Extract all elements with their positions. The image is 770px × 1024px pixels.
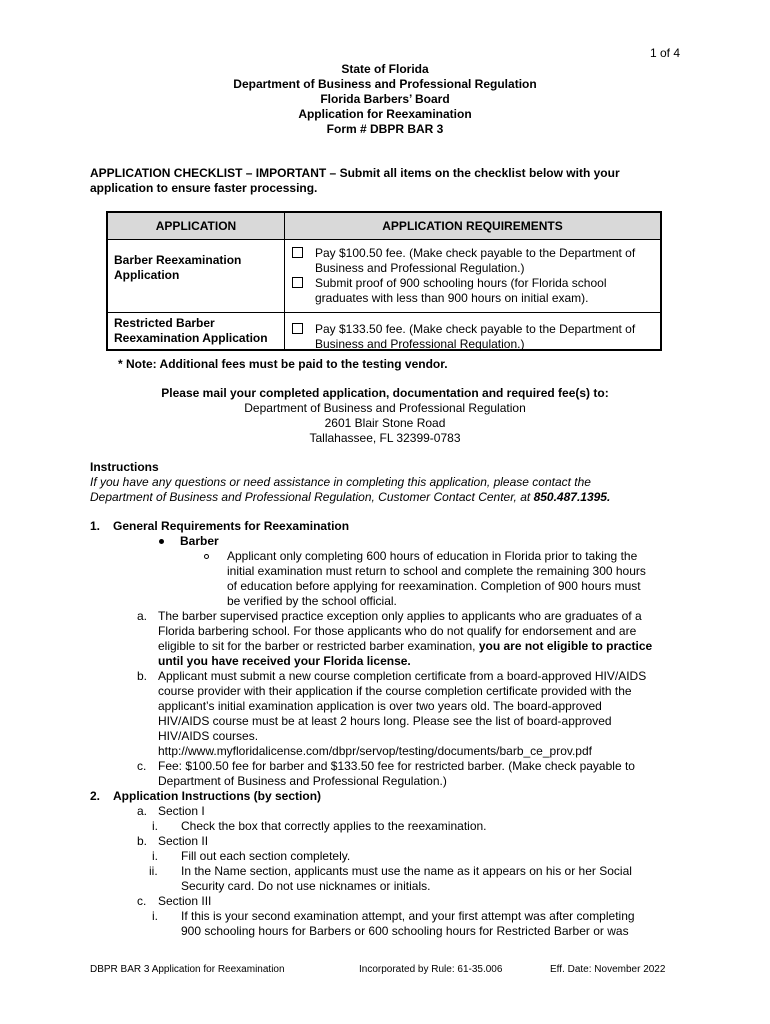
footer-form-name: DBPR BAR 3 Application for Reexamination — [90, 964, 285, 975]
list-label: b. — [137, 669, 148, 683]
table-divider — [108, 312, 660, 313]
list-item-text: Applicant only completing 600 hours of education in Florida prior to taking the — [227, 549, 638, 563]
checkbox-icon[interactable] — [292, 323, 303, 334]
list-label: i. — [152, 909, 158, 923]
list-item — [90, 549, 690, 609]
requirement-text: Pay $100.50 fee. (Make check payable to the Department of — [315, 246, 636, 260]
checklist-title-line: APPLICATION CHECKLIST – IMPORTANT – Submit all items on the checklist below with your — [90, 166, 620, 180]
table-divider — [284, 213, 285, 349]
circle-bullet-icon — [204, 554, 209, 559]
requirement-text: Business and Professional Regulation.) — [315, 337, 525, 351]
requirement-text: graduates with less than 900 hours on initial exam). — [315, 291, 589, 305]
table-cell-requirements — [292, 322, 635, 352]
list-item-text: Department of Business and Professional Regulation.) — [158, 774, 447, 788]
header-department: Department of Business and Professional Regulation — [233, 77, 537, 91]
list-item — [90, 804, 690, 819]
requirement-text: Pay $133.50 fee. (Make check payable to the Department of — [315, 322, 636, 336]
checkbox-icon[interactable] — [292, 277, 303, 288]
emphasis-text: until you have received your Florida license. — [158, 654, 411, 668]
list-item — [90, 864, 690, 894]
section-number: 2. — [90, 789, 101, 803]
list-label: c. — [137, 759, 147, 773]
list-item-text: If this is your second examination attempt, and your first attempt was after completing — [181, 909, 635, 923]
section-heading — [90, 519, 690, 534]
document-body — [90, 519, 690, 939]
address-line: Tallahassee, FL 32399-0783 — [309, 431, 461, 445]
checklist-title-line: application to ensure faster processing. — [90, 181, 318, 195]
fee-note: * Note: Additional fees must be paid to the testing vendor. — [118, 357, 448, 371]
list-label: a. — [137, 609, 148, 623]
header-state: State of Florida — [341, 62, 429, 76]
list-item — [90, 609, 690, 669]
list-item-text: be verified by the school official. — [227, 594, 397, 608]
list-label: i. — [152, 819, 158, 833]
emphasis-text: you are not eligible to practice — [478, 639, 653, 653]
document-header — [85, 62, 685, 137]
table-cell-requirements — [292, 246, 635, 306]
header-board: Florida Barbers’ Board — [320, 92, 450, 106]
list-item — [90, 834, 690, 849]
table-cell-application — [114, 253, 241, 283]
list-item — [90, 849, 690, 864]
list-item-text: eligible to sit for the barber or restricted barber examination, — [158, 639, 479, 653]
list-item — [90, 534, 690, 549]
list-item-text: 900 schooling hours for Barbers or 600 schooling hours for Restricted Barber or was — [181, 924, 629, 938]
list-item-text: applicant’s initial examination application is over two years old. The board-approved — [158, 699, 602, 713]
list-item-text: Applicant must submit a new course completion certificate from a board-approved HIV/AIDS — [158, 669, 647, 683]
list-item-text: Fill out each section completely. — [181, 849, 351, 863]
list-item-text: HIV/AIDS course must be at least 2 hours long. Please see the list of board-approved — [158, 714, 612, 728]
list-item-text: course provider with their application if the course completion certificate provided with the — [158, 684, 632, 698]
list-item-text: Section III — [158, 894, 212, 908]
checkbox-icon[interactable] — [292, 247, 303, 258]
list-item-text: The barber supervised practice exception only applies to applicants who are graduates of a — [158, 609, 642, 623]
column-header-application: APPLICATION — [108, 213, 285, 240]
mailing-heading: Please mail your completed application, documentation and required fee(s) to: — [161, 386, 609, 400]
list-label: ii. — [149, 864, 158, 878]
list-item-text: Florida barbering school. For those applicants who do not qualify for endorsement and are — [158, 624, 637, 638]
list-item — [90, 759, 690, 789]
table-cell-application — [114, 316, 268, 346]
list-item-text: of education before applying for reexamination. Completion of 900 hours must — [227, 579, 641, 593]
list-item-text: Fee: $100.50 fee for barber and $133.50 fee for restricted barber. (Make check payable to — [158, 759, 635, 773]
footer-date: Eff. Date: November 2022 — [550, 964, 666, 975]
cell-text: Barber Reexamination — [114, 253, 242, 267]
section-number: 1. — [90, 519, 101, 533]
list-label: c. — [137, 894, 147, 908]
header-form-title: Application for Reexamination — [298, 107, 472, 121]
list-item — [90, 894, 690, 909]
instructions-heading: Instructions — [90, 460, 159, 474]
address-line: Department of Business and Professional Regulation — [244, 401, 526, 415]
instructions-section — [90, 460, 690, 505]
mailing-address — [85, 386, 685, 446]
footer-rule: Incorporated by Rule: 61-35.006 — [359, 964, 503, 975]
list-item-text: Security card. Do not use nicknames or initials. — [181, 879, 431, 893]
section-title: General Requirements for Reexamination — [113, 519, 350, 533]
list-item — [90, 819, 690, 834]
list-item — [90, 909, 690, 939]
checklist-title — [90, 166, 690, 196]
list-item-text: Check the box that correctly applies to the reexamination. — [181, 819, 487, 833]
instructions-text: If you have any questions or need assistance in completing this application, please contact the — [90, 475, 591, 489]
list-item-text: Barber — [180, 534, 219, 548]
list-item-text: initial examination must return to school and complete the remaining 300 hours — [227, 564, 646, 578]
address-line: 2601 Blair Stone Road — [324, 416, 446, 430]
section-title: Application Instructions (by section) — [113, 789, 322, 803]
list-label: b. — [137, 834, 148, 848]
list-item-text: Section II — [158, 834, 209, 848]
requirement-text: Submit proof of 900 schooling hours (for Florida school — [315, 276, 607, 290]
cell-text: Application — [114, 268, 180, 282]
header-form-number: Form # DBPR BAR 3 — [326, 122, 444, 136]
page-number: 1 of 4 — [649, 46, 680, 60]
list-item-text: Section I — [158, 804, 205, 818]
list-item-text: HIV/AIDS courses. — [158, 729, 259, 743]
bullet-icon — [159, 539, 164, 544]
list-item — [90, 669, 690, 759]
instructions-text: Department of Business and Professional Regulation, Customer Contact Center, at — [90, 490, 534, 504]
section-heading — [90, 789, 690, 804]
list-label: i. — [152, 849, 158, 863]
cell-text: Reexamination Application — [114, 331, 268, 345]
phone-number: 850.487.1395. — [533, 490, 611, 504]
list-label: a. — [137, 804, 148, 818]
checklist-table — [106, 211, 662, 351]
requirement-text: Business and Professional Regulation.) — [315, 261, 525, 275]
list-item-text: In the Name section, applicants must use the name as it appears on his or her Social — [181, 864, 632, 878]
cell-text: Restricted Barber — [114, 316, 215, 330]
url-link[interactable]: http://www.myfloridalicense.com/dbpr/servop/testing/documents/barb_ce_prov.pdf — [158, 744, 592, 758]
column-header-requirements: APPLICATION REQUIREMENTS — [285, 213, 660, 240]
